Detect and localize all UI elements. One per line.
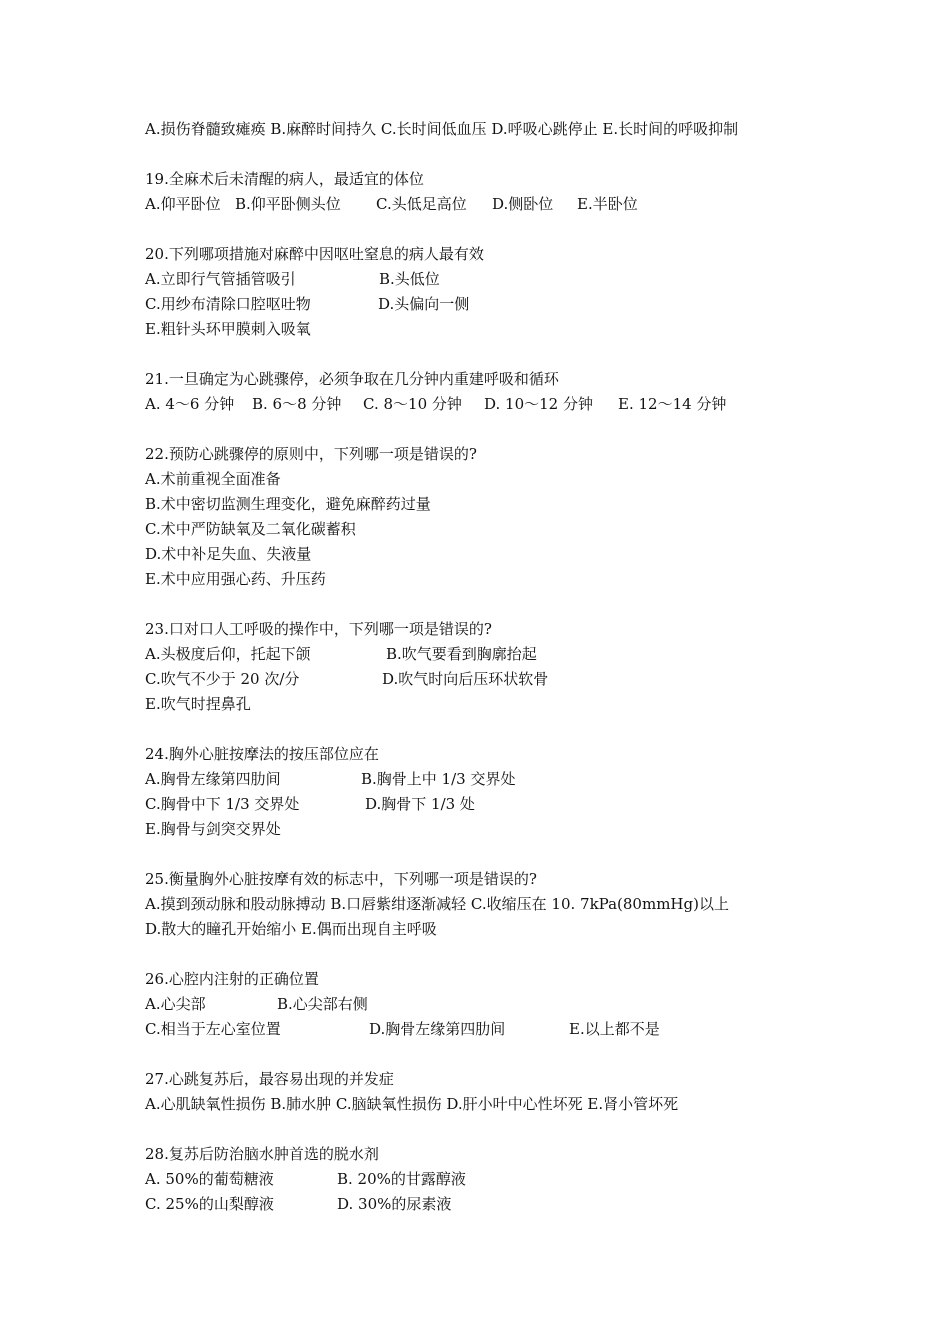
q26-option-e: E.以上都不是 xyxy=(569,1020,660,1038)
q26-option-c: C.相当于左心室位置 xyxy=(145,1020,281,1038)
q25-options-line-2: D.散大的瞳孔开始缩小 E.偶而出现自主呼吸 xyxy=(145,920,437,938)
q24-option-a: A.胸骨左缘第四肋间 xyxy=(145,770,281,788)
q23-question-text: 23.口对口人工呼吸的操作中，下列哪一项是错误的? xyxy=(145,620,492,638)
q22-option-b: B.术中密切监测生理变化，避免麻醉药过量 xyxy=(145,495,431,513)
q28-option-a: A. 50%的葡萄糖液 xyxy=(145,1170,274,1188)
q28-option-c: C. 25%的山梨醇液 xyxy=(145,1195,274,1213)
q20-option-a: A.立即行气管插管吸引 xyxy=(145,270,296,288)
q25-question-text: 25.衡量胸外心脏按摩有效的标志中，下列哪一项是错误的? xyxy=(145,870,537,888)
document-page xyxy=(145,117,925,1242)
question-21 xyxy=(145,367,925,417)
q27-options-line: A.心肌缺氧性损伤 B.肺水肿 C.脑缺氧性损伤 D.肝小叶中心性坏死 E.肾小管坏死 xyxy=(145,1095,679,1113)
question-22 xyxy=(145,442,925,592)
q21-option-e: E. 12～14 分钟 xyxy=(618,395,727,413)
q20-options-row-3 xyxy=(145,317,925,342)
q19-option-d: D.侧卧位 xyxy=(492,195,554,213)
q23-option-e: E.吹气时捏鼻孔 xyxy=(145,695,251,713)
q26-option-a: A.心尖部 xyxy=(145,995,206,1013)
q23-option-a: A.头极度后仰，托起下颌 xyxy=(145,645,311,663)
q21-option-d: D. 10～12 分钟 xyxy=(484,395,593,413)
q22-option-e: E.术中应用强心药、升压药 xyxy=(145,570,326,588)
q18-options-line: A.损伤脊髓致瘫痪 B.麻醉时间持久 C.长时间低血压 D.呼吸心跳停止 E.长时间的呼吸抑制 xyxy=(145,120,739,138)
q24-options-row-3 xyxy=(145,817,925,842)
q21-question-text: 21.一旦确定为心跳骤停，必须争取在几分钟内重建呼吸和循环 xyxy=(145,370,559,388)
q23-option-d: D.吹气时向后压环状软骨 xyxy=(382,670,549,688)
q20-options-row-1 xyxy=(145,267,925,292)
q24-options-row-2 xyxy=(145,792,925,817)
q19-question-text: 19.全麻术后未清醒的病人，最适宜的体位 xyxy=(145,170,424,188)
q24-option-d: D.胸骨下 1/3 处 xyxy=(365,795,475,813)
q20-option-b: B.头低位 xyxy=(379,270,440,288)
question-18 xyxy=(145,117,925,142)
q24-question-text: 24.胸外心脏按摩法的按压部位应在 xyxy=(145,745,379,763)
q28-option-b: B. 20%的甘露醇液 xyxy=(337,1170,466,1188)
question-20 xyxy=(145,242,925,342)
q28-options-row-2 xyxy=(145,1192,925,1217)
q26-option-d: D.胸骨左缘第四肋间 xyxy=(369,1020,506,1038)
q19-option-a: A.仰平卧位 xyxy=(145,195,221,213)
q25-options-line-1: A.摸到颈动脉和股动脉搏动 B.口唇紫绀逐渐减轻 C.收缩压在 10. 7kPa(80mmHg)以上 xyxy=(145,895,729,913)
question-26 xyxy=(145,967,925,1042)
q23-options-row-2 xyxy=(145,667,925,692)
q24-option-c: C.胸骨中下 1/3 交界处 xyxy=(145,795,300,813)
q19-option-b: B.仰平卧侧头位 xyxy=(235,195,341,213)
q26-option-b: B.心尖部右侧 xyxy=(277,995,368,1013)
q28-options-row-1 xyxy=(145,1167,925,1192)
q20-options-row-2 xyxy=(145,292,925,317)
q20-question-text: 20.下列哪项措施对麻醉中因呕吐窒息的病人最有效 xyxy=(145,245,484,263)
q21-option-b: B. 6～8 分钟 xyxy=(252,395,342,413)
q26-options-row-1 xyxy=(145,992,925,1017)
q24-options-row-1 xyxy=(145,767,925,792)
q20-option-c: C.用纱布清除口腔呕吐物 xyxy=(145,295,311,313)
q20-option-e: E.粗针头环甲膜刺入吸氧 xyxy=(145,320,311,338)
q23-options-row-3 xyxy=(145,692,925,717)
question-28 xyxy=(145,1142,925,1217)
q23-option-b: B.吹气要看到胸廓抬起 xyxy=(386,645,537,663)
q24-option-e: E.胸骨与剑突交界处 xyxy=(145,820,281,838)
question-19 xyxy=(145,167,925,217)
q22-question-text: 22.预防心跳骤停的原则中，下列哪一项是错误的? xyxy=(145,445,477,463)
q22-option-c: C.术中严防缺氧及二氧化碳蓄积 xyxy=(145,520,356,538)
q19-option-c: C.头低足高位 xyxy=(376,195,467,213)
q21-option-a: A. 4～6 分钟 xyxy=(145,395,235,413)
q24-option-b: B.胸骨上中 1/3 交界处 xyxy=(361,770,516,788)
question-25 xyxy=(145,867,925,942)
q20-option-d: D.头偏向一侧 xyxy=(378,295,470,313)
q28-option-d: D. 30%的尿素液 xyxy=(337,1195,452,1213)
q19-options-row xyxy=(145,192,925,217)
q22-option-d: D.术中补足失血、失液量 xyxy=(145,545,312,563)
q23-options-row-1 xyxy=(145,642,925,667)
q28-question-text: 28.复苏后防治脑水肿首选的脱水剂 xyxy=(145,1145,379,1163)
q22-option-a: A.术前重视全面准备 xyxy=(145,470,281,488)
question-23 xyxy=(145,617,925,717)
q19-option-e: E.半卧位 xyxy=(577,195,638,213)
q23-option-c: C.吹气不少于 20 次/分 xyxy=(145,670,300,688)
q26-question-text: 26.心腔内注射的正确位置 xyxy=(145,970,319,988)
q21-option-c: C. 8～10 分钟 xyxy=(363,395,462,413)
q27-question-text: 27.心跳复苏后，最容易出现的并发症 xyxy=(145,1070,394,1088)
q26-options-row-2 xyxy=(145,1017,925,1042)
q21-options-row xyxy=(145,392,925,417)
question-24 xyxy=(145,742,925,842)
question-27 xyxy=(145,1067,925,1117)
